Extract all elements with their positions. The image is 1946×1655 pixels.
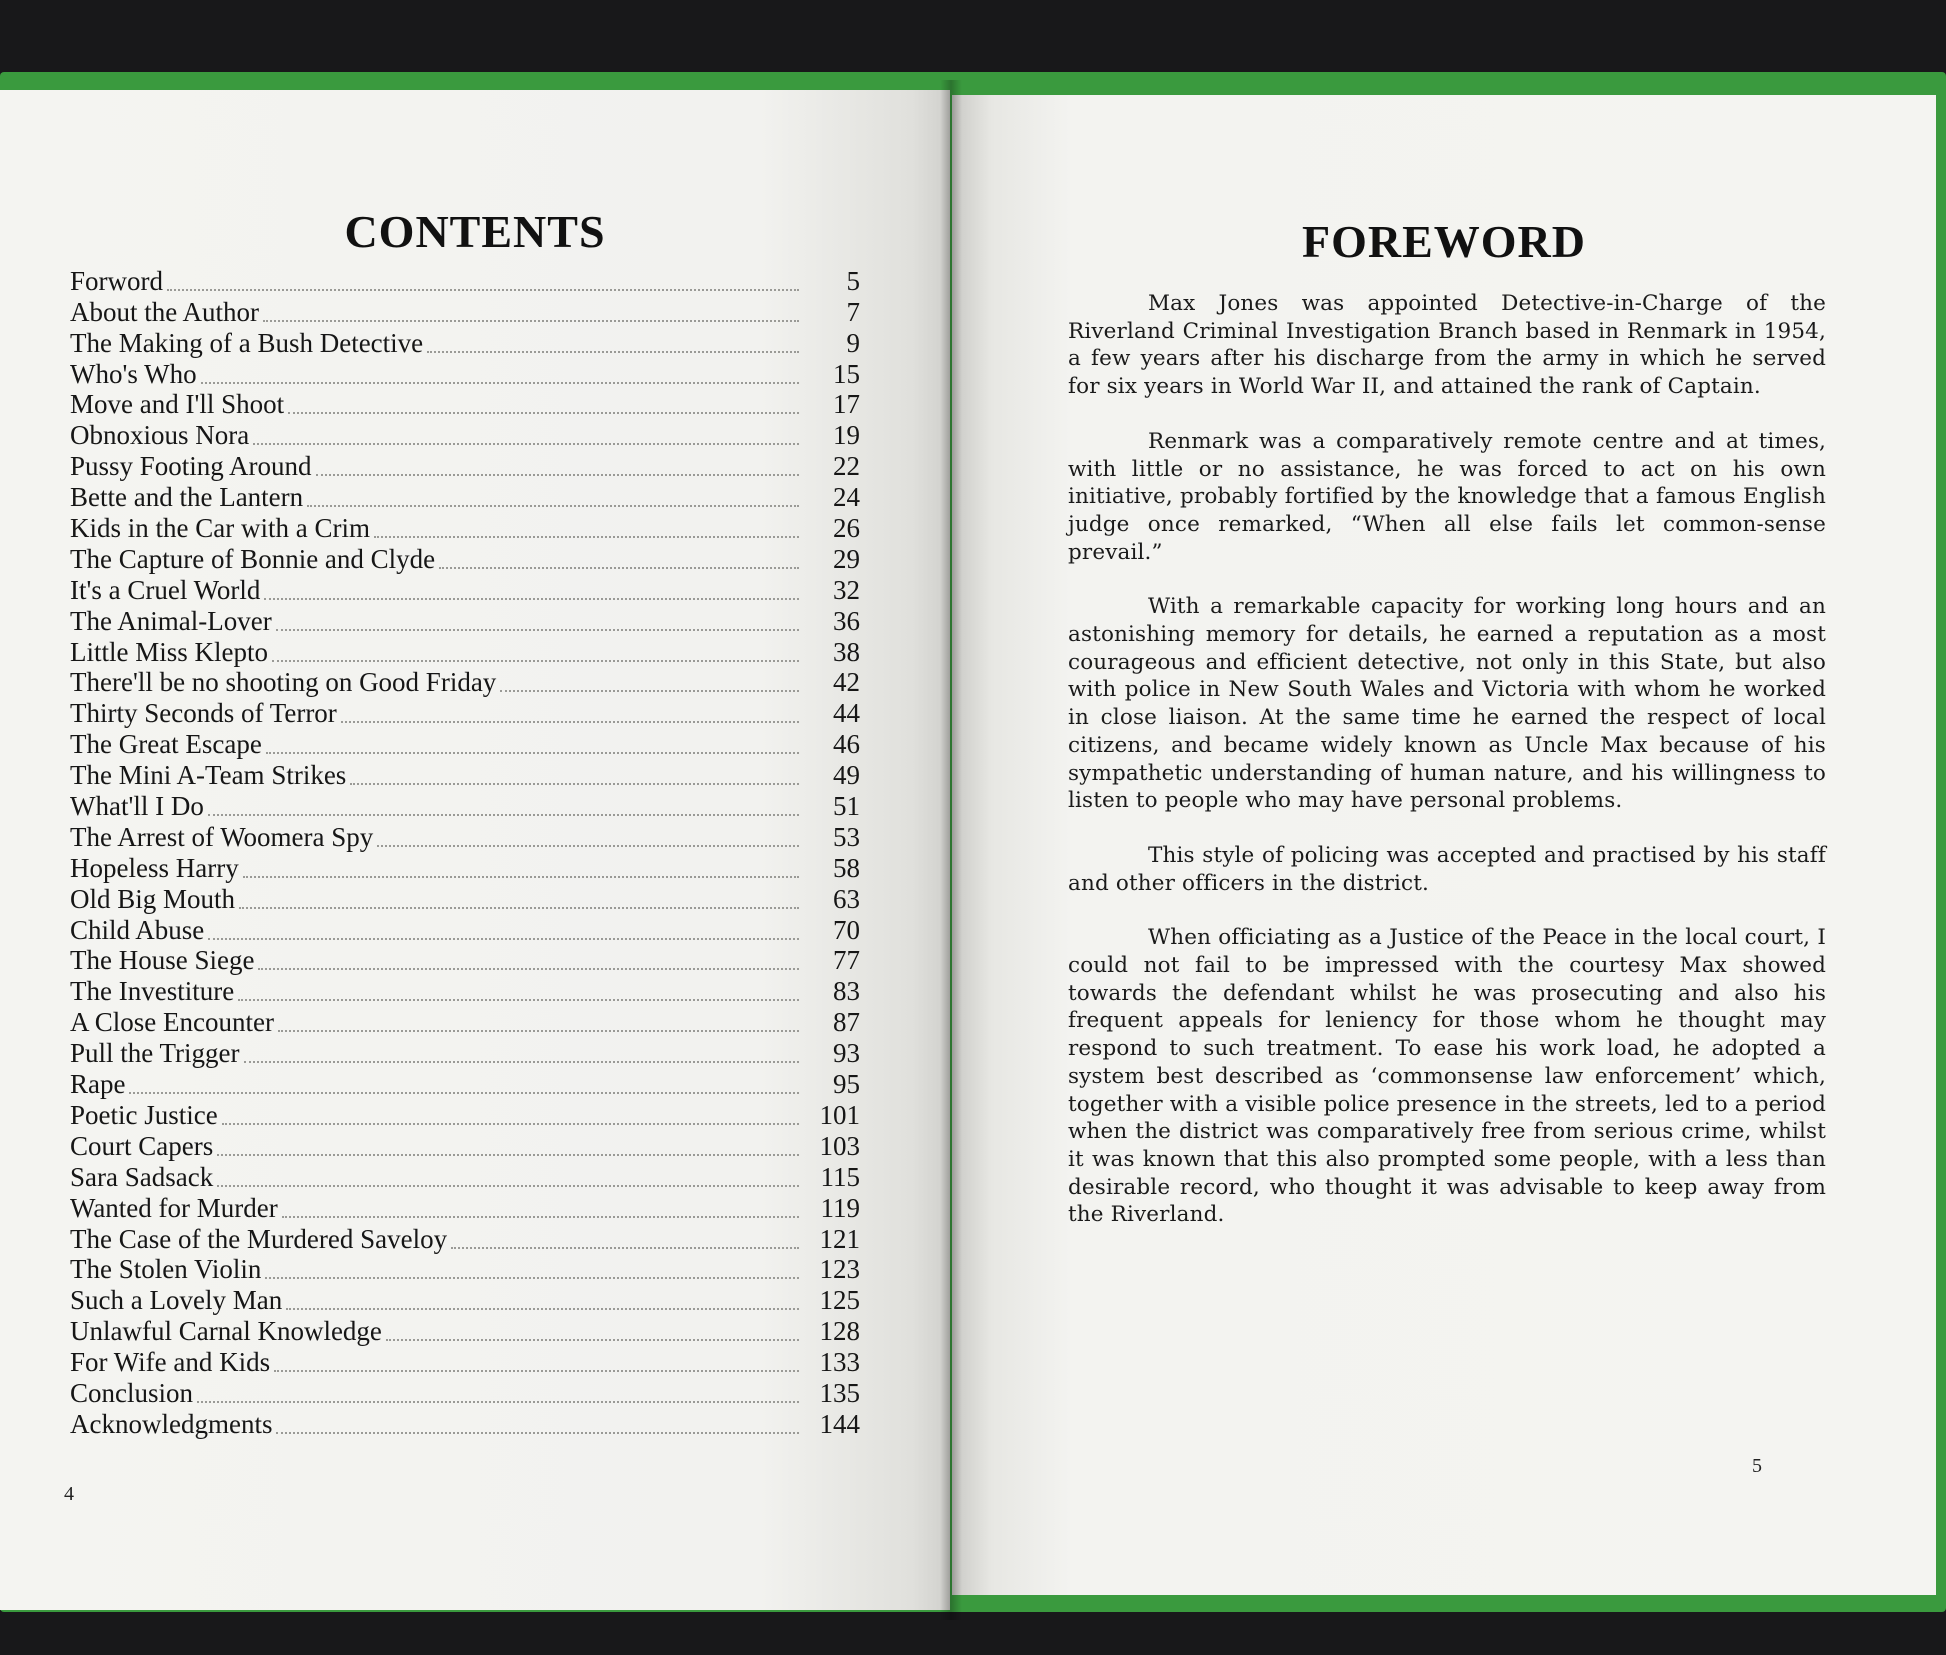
toc-leader-dots	[265, 1277, 799, 1279]
toc-entry-title: Rape	[70, 1069, 126, 1100]
toc-entry-title: Little Miss Klepto	[70, 636, 268, 667]
toc-leader-dots	[278, 1030, 799, 1032]
toc-entry-page: 7	[846, 296, 860, 327]
toc-entry-title: There'll be no shooting on Good Friday	[70, 667, 497, 698]
toc-entry	[70, 1345, 860, 1376]
toc-entry	[70, 851, 860, 882]
toc-entry-page: 93	[833, 1038, 860, 1069]
toc-entry-title: Forword	[70, 265, 163, 296]
toc-leader-dots	[208, 938, 799, 940]
toc-entry-page: 36	[833, 605, 860, 636]
toc-leader-dots	[288, 412, 799, 414]
toc-leader-dots	[239, 907, 799, 909]
toc-leader-dots	[263, 320, 799, 322]
toc-entry-title: About the Author	[70, 296, 259, 327]
toc-entry	[70, 696, 860, 727]
toc-entry-title: For Wife and Kids	[70, 1347, 271, 1378]
toc-leader-dots	[266, 752, 799, 754]
toc-entry-title: Obnoxious Nora	[70, 420, 250, 451]
toc-entry-page: 101	[819, 1099, 860, 1130]
toc-entry-page: 38	[833, 636, 860, 667]
toc-leader-dots	[244, 1061, 799, 1063]
toc-entry-title: Sara Sadsack	[70, 1161, 214, 1192]
toc-entry-title: Acknowledgments	[70, 1408, 273, 1439]
contents-page	[0, 90, 950, 1610]
foreword-page	[952, 95, 1936, 1595]
toc-entry	[70, 449, 860, 480]
toc-entry	[70, 789, 860, 820]
toc-entry-page: 128	[819, 1316, 860, 1347]
toc-entry	[70, 974, 860, 1005]
toc-entry-page: 29	[833, 543, 860, 574]
foreword-paragraph: With a remarkable capacity for working long hours and an astonishing memory for details, he earned a reputation as a most courageous and efficient detective, not only in this State, but also with police in New South Wales and Victoria with whom he worked in close liaison. At the same time he earned the respect of local citizens, and became widely known as Uncle Max because of his sympathetic understanding of human nature, and his willingness to listen to people who may have personal problems.	[1068, 594, 1826, 814]
toc-entry	[70, 542, 860, 573]
toc-leader-dots	[222, 1123, 799, 1125]
toc-leader-dots	[243, 876, 799, 878]
toc-entry-page: 77	[833, 945, 860, 976]
toc-entry-title: Such a Lovely Man	[70, 1285, 283, 1316]
toc-entry-title: The Investiture	[70, 976, 235, 1007]
toc-entry	[70, 604, 860, 635]
toc-leader-dots	[217, 1154, 799, 1156]
book-gutter	[940, 80, 962, 1620]
foreword-paragraph: This style of policing was accepted and practised by his staff and other officers in the district.	[1068, 842, 1826, 896]
table-of-contents	[70, 264, 860, 1438]
toc-entry	[70, 944, 860, 975]
toc-entry-page: 119	[820, 1192, 860, 1223]
toc-entry	[70, 573, 860, 604]
toc-leader-dots	[253, 443, 799, 445]
toc-entry-title: Who's Who	[70, 358, 197, 389]
toc-entry	[70, 511, 860, 542]
toc-leader-dots	[208, 814, 799, 816]
toc-entry-page: 22	[833, 451, 860, 482]
toc-leader-dots	[217, 1185, 799, 1187]
toc-entry-page: 87	[833, 1007, 860, 1038]
toc-entry	[70, 1098, 860, 1129]
toc-entry-title: Thirty Seconds of Terror	[70, 698, 337, 729]
toc-entry	[70, 1376, 860, 1407]
toc-entry-title: Conclusion	[70, 1377, 194, 1408]
toc-entry-title: The Mini A-Team Strikes	[70, 760, 347, 791]
toc-entry	[70, 820, 860, 851]
toc-leader-dots	[451, 1247, 799, 1249]
toc-entry-page: 44	[833, 698, 860, 729]
toc-entry-page: 125	[819, 1285, 860, 1316]
toc-entry-title: Bette and the Lantern	[70, 482, 304, 513]
toc-entry-title: Move and I'll Shoot	[70, 389, 285, 420]
toc-leader-dots	[238, 999, 799, 1001]
toc-entry-title: Wanted for Murder	[70, 1192, 278, 1223]
toc-entry	[70, 1314, 860, 1345]
toc-leader-dots	[386, 1339, 799, 1341]
toc-leader-dots	[258, 968, 799, 970]
toc-leader-dots	[167, 289, 799, 291]
toc-leader-dots	[341, 721, 799, 723]
toc-entry	[70, 1407, 860, 1438]
toc-entry	[70, 1222, 860, 1253]
toc-entry	[70, 758, 860, 789]
toc-leader-dots	[439, 567, 799, 569]
toc-leader-dots	[307, 505, 799, 507]
toc-entry-title: Unlawful Carnal Knowledge	[70, 1316, 382, 1347]
toc-entry-page: 53	[833, 821, 860, 852]
toc-entry-title: The Capture of Bonnie and Clyde	[70, 543, 436, 574]
toc-entry-title: The House Siege	[70, 945, 255, 976]
toc-entry-title: The Making of a Bush Detective	[70, 327, 424, 358]
foreword-paragraph: Renmark was a comparatively remote centre and at times, with little or no assistance, he was forced to act on his own initiative, probably fortified by the knowledge that a famous English judge once remarked, “When all else fails let common-sense prevail.”	[1068, 428, 1826, 565]
toc-entry-title: What'll I Do	[70, 791, 204, 822]
toc-entry-title: Hopeless Harry	[70, 852, 239, 883]
toc-entry	[70, 666, 860, 697]
toc-entry	[70, 1283, 860, 1314]
toc-entry	[70, 1129, 860, 1160]
toc-entry	[70, 326, 860, 357]
toc-entry-page: 123	[819, 1254, 860, 1285]
toc-entry	[70, 418, 860, 449]
toc-entry-page: 135	[819, 1377, 860, 1408]
toc-entry	[70, 882, 860, 913]
toc-entry-title: The Stolen Violin	[70, 1254, 262, 1285]
toc-entry-page: 15	[833, 358, 860, 389]
foreword-body	[1068, 290, 1826, 1256]
foreword-paragraph: Max Jones was appointed Detective-in-Charge of the Riverland Criminal Investigation Branch based in Renmark in 1954, a few years after his discharge from the army in which he served for six years in World War II, and attained the rank of Captain.	[1068, 291, 1826, 400]
toc-entry-title: The Arrest of Woomera Spy	[70, 821, 374, 852]
toc-entry-page: 70	[833, 914, 860, 945]
toc-entry-page: 5	[846, 265, 860, 296]
toc-entry	[70, 1067, 860, 1098]
toc-entry	[70, 1005, 860, 1036]
toc-entry	[70, 480, 860, 511]
toc-entry-page: 115	[820, 1161, 860, 1192]
toc-entry-page: 42	[833, 667, 860, 698]
toc-leader-dots	[374, 536, 799, 538]
toc-leader-dots	[276, 629, 799, 631]
toc-leader-dots	[350, 783, 799, 785]
toc-entry-page: 9	[846, 327, 860, 358]
toc-leader-dots	[274, 1370, 799, 1372]
toc-entry	[70, 295, 860, 326]
toc-entry-page: 63	[833, 883, 860, 914]
toc-entry-page: 17	[833, 389, 860, 420]
toc-entry-page: 24	[833, 482, 860, 513]
toc-leader-dots	[377, 845, 799, 847]
toc-entry-page: 133	[819, 1347, 860, 1378]
toc-entry-title: Kids in the Car with a Crim	[70, 513, 370, 544]
toc-entry	[70, 388, 860, 419]
toc-entry	[70, 264, 860, 295]
toc-entry-title: It's a Cruel World	[70, 574, 261, 605]
toc-entry-title: Poetic Justice	[70, 1099, 218, 1130]
toc-entry	[70, 727, 860, 758]
toc-entry-page: 51	[833, 791, 860, 822]
toc-entry-title: The Case of the Murdered Saveloy	[70, 1223, 448, 1254]
toc-leader-dots	[129, 1092, 799, 1094]
toc-entry-title: The Animal-Lover	[70, 605, 272, 636]
toc-entry-page: 26	[833, 513, 860, 544]
toc-leader-dots	[427, 351, 799, 353]
toc-leader-dots	[316, 474, 799, 476]
toc-entry-page: 103	[819, 1130, 860, 1161]
page-number-right: 5	[1752, 1455, 1762, 1477]
toc-entry-page: 46	[833, 729, 860, 760]
toc-entry-title: Old Big Mouth	[70, 883, 236, 914]
toc-entry-title: The Great Escape	[70, 729, 262, 760]
toc-entry-page: 58	[833, 852, 860, 883]
toc-entry	[70, 1253, 860, 1284]
toc-entry	[70, 1036, 860, 1067]
toc-entry-page: 83	[833, 976, 860, 1007]
toc-entry-page: 49	[833, 760, 860, 791]
toc-entry	[70, 635, 860, 666]
toc-leader-dots	[500, 690, 799, 692]
toc-leader-dots	[272, 660, 799, 662]
toc-leader-dots	[264, 598, 799, 600]
toc-entry-page: 121	[819, 1223, 860, 1254]
toc-entry-title: A Close Encounter	[70, 1007, 274, 1038]
contents-heading: CONTENTS	[344, 206, 606, 257]
toc-entry-page: 19	[833, 420, 860, 451]
toc-entry-title: Pussy Footing Around	[70, 451, 312, 482]
toc-entry-page: 95	[833, 1069, 860, 1100]
toc-entry-page: 144	[819, 1408, 860, 1439]
toc-entry	[70, 357, 860, 388]
toc-entry	[70, 1191, 860, 1222]
foreword-paragraph: When officiating as a Justice of the Peace in the local court, I could not fail to be impressed with the courtesy Max showed towards the defendant whilst he was prosecuting and also his frequent appeals for leniency for those whom he thought may respond to such treatment. To ease his work load, he adopted a system best described as ‘commonsense law enforcement’ which, together with a visible police presence in the streets, led to a period when the district was comparatively free from serious crime, whilst it was known that this also prompted some people, with a less than desirable record, who thought it was advisable to keep away from the Riverland.	[1068, 925, 1826, 1228]
toc-leader-dots	[282, 1216, 799, 1218]
toc-entry	[70, 913, 860, 944]
foreword-heading: FOREWORD	[1302, 216, 1586, 267]
toc-leader-dots	[276, 1432, 799, 1434]
toc-leader-dots	[197, 1401, 799, 1403]
toc-entry-page: 32	[833, 574, 860, 605]
toc-leader-dots	[201, 382, 799, 384]
toc-leader-dots	[286, 1308, 799, 1310]
toc-entry-title: Child Abuse	[70, 914, 205, 945]
page-number-left: 4	[64, 1483, 74, 1505]
toc-entry-title: Court Capers	[70, 1130, 214, 1161]
toc-entry	[70, 1160, 860, 1191]
toc-entry-title: Pull the Trigger	[70, 1038, 240, 1069]
